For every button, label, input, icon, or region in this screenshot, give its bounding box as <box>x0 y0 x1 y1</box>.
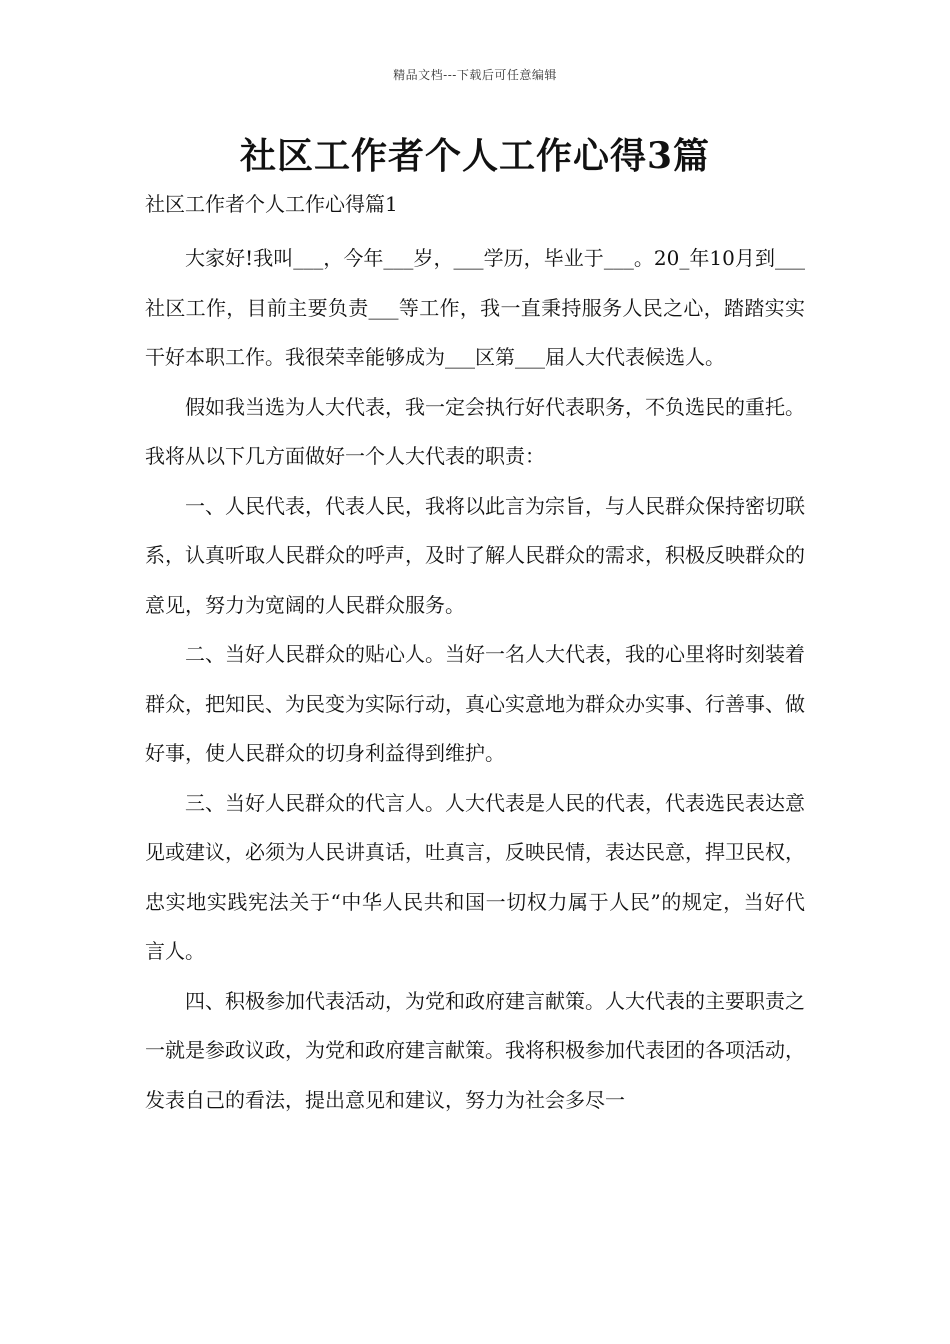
paragraph-point-2: 二、当好人民群众的贴心人。当好一名人大代表，我的心里将时刻装着群众，把知民、为民变为实际行动，真心实意地为群众办实事、行善事、做好事，使人民群众的切身利益得到维护。 <box>145 642 805 765</box>
document-body <box>145 234 805 1125</box>
paragraph-pledge: 假如我当选为人大代表，我一定会执行好代表职务，不负选民的重托。我将从以下几方面做好一个人大代表的职责： <box>145 394 805 468</box>
paragraph-point-3: 三、当好人民群众的代言人。人大代表是人民的代表，代表选民表达意见或建议，必须为人民讲真话，吐真言，反映民情，表达民意，捍卫民权，忠实地实践宪法关于“中华人民共和国一切权力属于人民”的规定，当好代言人。 <box>145 790 805 963</box>
paragraph-intro: 大家好!我叫___，今年___岁，___学历，毕业于___。20_年10月到___社区工作，目前主要负责___等工作，我一直秉持服务人民之心，踏踏实实干好本职工作。我很荣幸能够成为___区第___届人大代表候选人。 <box>145 246 805 369</box>
section-heading: 社区工作者个人工作心得篇1 <box>145 192 398 216</box>
header-note: 精品文档---下载后可任意编辑 <box>393 68 557 82</box>
paragraph-point-1: 一、人民代表，代表人民，我将以此言为宗旨，与人民群众保持密切联系，认真听取人民群众的呼声，及时了解人民群众的需求，积极反映群众的意见，努力为宽阔的人民群众服务。 <box>145 493 805 617</box>
document-title: 社区工作者个人工作心得3篇 <box>239 135 711 177</box>
paragraph-point-4: 四、积极参加代表活动，为党和政府建言献策。人大代表的主要职责之一就是参政议政，为党和政府建言献策。我将积极参加代表团的各项活动，发表自己的看法，提出意见和建议，努力为社会多尽一 <box>145 988 805 1112</box>
